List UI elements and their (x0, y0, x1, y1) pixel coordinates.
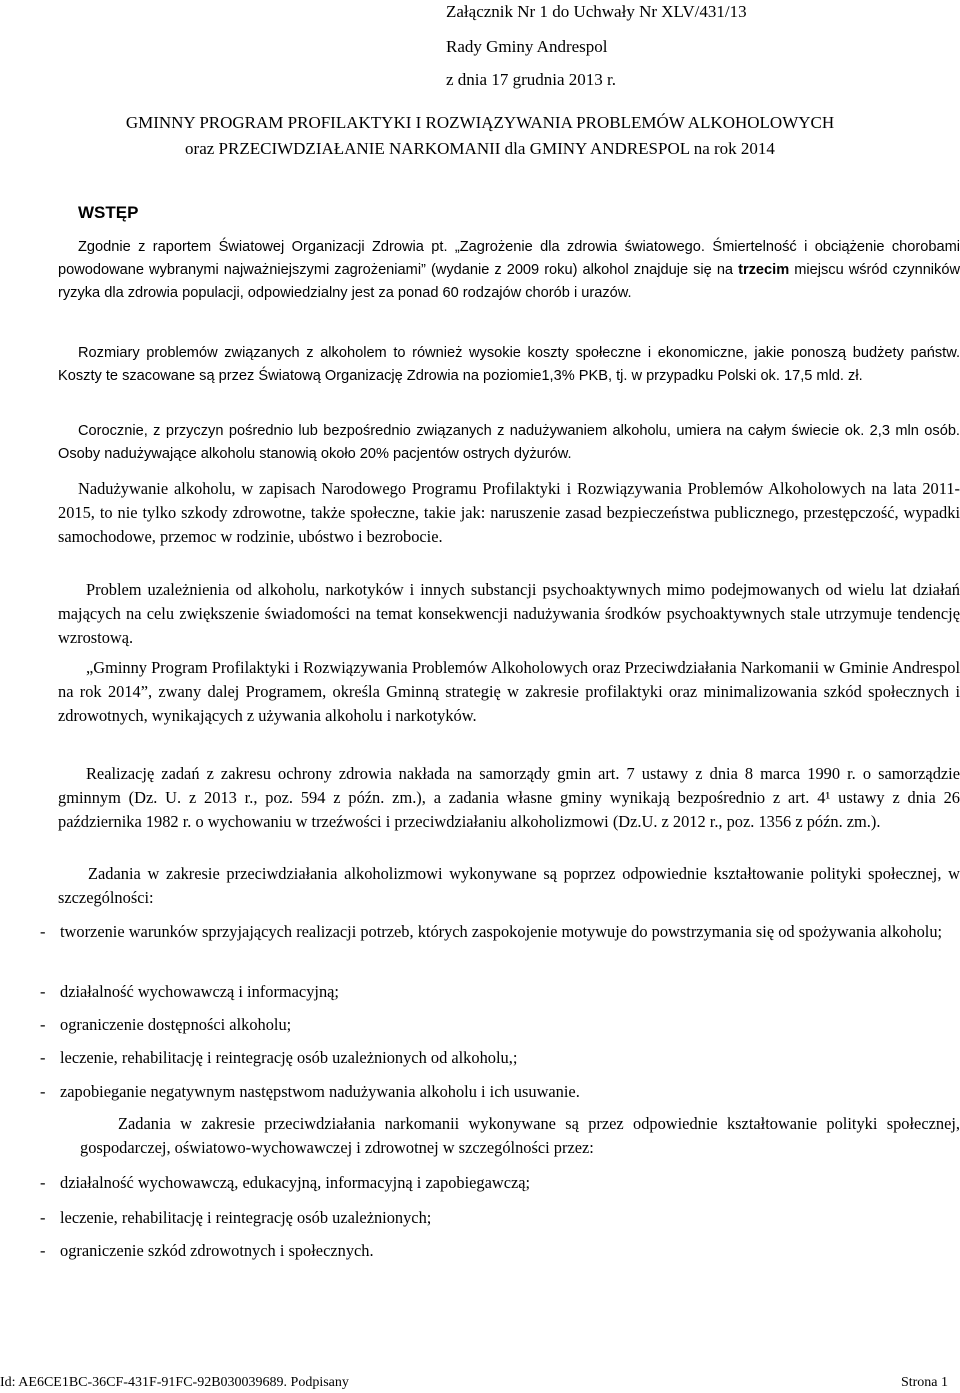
page-number: Strona 1 (900, 1375, 948, 1390)
paragraph-4: Nadużywanie alkoholu, w zapisach Narodowego Programu Profilaktyki i Rozwiązywania Problemów Alkoholowych na lata 2011-2015, to nie tylko szkody zdrowotne, także społeczne, takie jak: naruszenie zasad bezpieczeństwa publicznego, przestępczość, wypadki samochodowe, przemoc w rodzinie, ubóstwo i bezrobocie. (58, 479, 960, 546)
list-marker: - (40, 1241, 46, 1260)
list-marker: - (40, 922, 46, 941)
list-marker: - (40, 1082, 46, 1101)
attachment-header-line-2: Rady Gminy Andrespol (446, 37, 608, 56)
paragraph-7: Realizację zadań z zakresu ochrony zdrowia nakłada na samorządy gmin art. 7 ustawy z dnia 8 marca 1990 r. o samorządzie gminnym (Dz. U. z 2013 r., poz. 594 z późn. zm.), a zadania własne gminy wynikają bezpośrednio z art. 4¹ ustawy z dnia 26 października 1982 r. o wychowaniu w trzeźwości i przeciwdziałaniu alkoholizmowi (Dz.U. z 2012 r., poz. 1356 z późn. zm.). (58, 764, 960, 831)
paragraph-1-text-a: Zgodnie z raportem Światowej Organizacji Zdrowia pt. „Zagrożenie dla zdrowia światowego. Śmiertelność i obciążenie chorobami powodowane wybranymi najważniejszymi zagrożeniami” (wydanie z 2009 roku) alkohol znajduje się na (58, 239, 960, 278)
list-item: - leczenie, rehabilitację i reintegrację osób uzależnionych od alkoholu,; (40, 1048, 518, 1067)
paragraph-2: Rozmiary problemów związanych z alkoholem to również wysokie koszty społeczne i ekonomiczne, jakie ponoszą budżety państw. Koszty te szacowane są przez Światową Organizację Zdrowia na poziomie1,3% PKB, tj. w przypadku Polski ok. 17,5 mld. zł. (58, 345, 960, 384)
list-item: - tworzenie warunków sprzyjających realizacji potrzeb, których zaspokojenie motywuje do powstrzymania się od spożywania alkoholu; (40, 922, 943, 941)
paragraph-8: Zadania w zakresie przeciwdziałania alkoholizmowi wykonywane są poprzez odpowiednie kształtowanie polityki społecznej, w szczególności: (58, 864, 960, 907)
paragraph-1 (58, 236, 960, 305)
list-item: - leczenie, rehabilitację i reintegrację osób uzależnionych; (40, 1208, 432, 1227)
list-marker: - (40, 1048, 46, 1067)
list-marker: - (40, 1208, 46, 1227)
list-marker: - (40, 1173, 46, 1192)
list-marker: - (40, 982, 46, 1001)
document-title-line-1: GMINNY PROGRAM PROFILAKTYKI I ROZWIĄZYWANIA PROBLEMÓW ALKOHOLOWYCH (125, 113, 835, 132)
document-title-line-2: oraz PRZECIWDZIAŁANIE NARKOMANII dla GMINY ANDRESPOL na rok 2014 (185, 139, 775, 158)
list-item: - ograniczenie szkód zdrowotnych i społecznych. (40, 1241, 374, 1260)
paragraph-5: Problem uzależnienia od alkoholu, narkotyków i innych substancji psychoaktywnych mimo podejmowanych od wielu lat działań mających na celu zwiększenie świadomości na temat konsekwencji nadużywania środków psychoaktywnych stale utrzymuje tendencję wzrostową. (58, 580, 960, 647)
paragraph-1-text-b: miejscu wśród czynników ryzyka dla zdrowia populacji, odpowiedzialny jest za ponad 60 rodzajów chorób i urazów. (58, 262, 960, 301)
paragraph-1-bold-word: trzecim (738, 262, 790, 278)
list-item: - ograniczenie dostępności alkoholu; (40, 1015, 292, 1034)
section-heading: WSTĘP (78, 203, 139, 222)
paragraph-6: „Gminny Program Profilaktyki i Rozwiązywania Problemów Alkoholowych oraz Przeciwdziałania Narkomanii w Gminie Andrespol na rok 2014”, zwany dalej Programem, określa Gminną strategię w zakresie profilaktyki oraz minimalizowania szkód społecznych i zdrowotnych, wynikających z używania alkoholu i narkotyków. (58, 658, 960, 725)
paragraph-9: Zadania w zakresie przeciwdziałania narkomanii wykonywane są przez odpowiednie kształtowanie polityki społecznej, gospodarczej, oświatowo-wychowawczej i zdrowotnej w szczególności przez: (80, 1114, 960, 1157)
list-item: - działalność wychowawczą i informacyjną; (40, 982, 339, 1001)
list-item: - działalność wychowawczą, edukacyjną, informacyjną i zapobiegawczą; (40, 1173, 531, 1192)
list-item: - zapobieganie negatywnym następstwom nadużywania alkoholu i ich usuwanie. (40, 1082, 580, 1101)
list-marker: - (40, 1015, 46, 1034)
document-id-footer: Id: AE6CE1BC-36CF-431F-91FC-92B030039689. Podpisany (0, 1375, 349, 1390)
paragraph-3: Corocznie, z przyczyn pośrednio lub bezpośrednio związanych z nadużywaniem alkoholu, umiera na całym świecie ok. 2,3 mln osób. Osoby nadużywające alkoholu stanowią około 20% pacjentów ostrych dyżurów. (58, 423, 960, 462)
attachment-header-line-1: Załącznik Nr 1 do Uchwały Nr XLV/431/13 (446, 2, 747, 21)
attachment-header-line-3: z dnia 17 grudnia 2013 r. (446, 70, 616, 89)
